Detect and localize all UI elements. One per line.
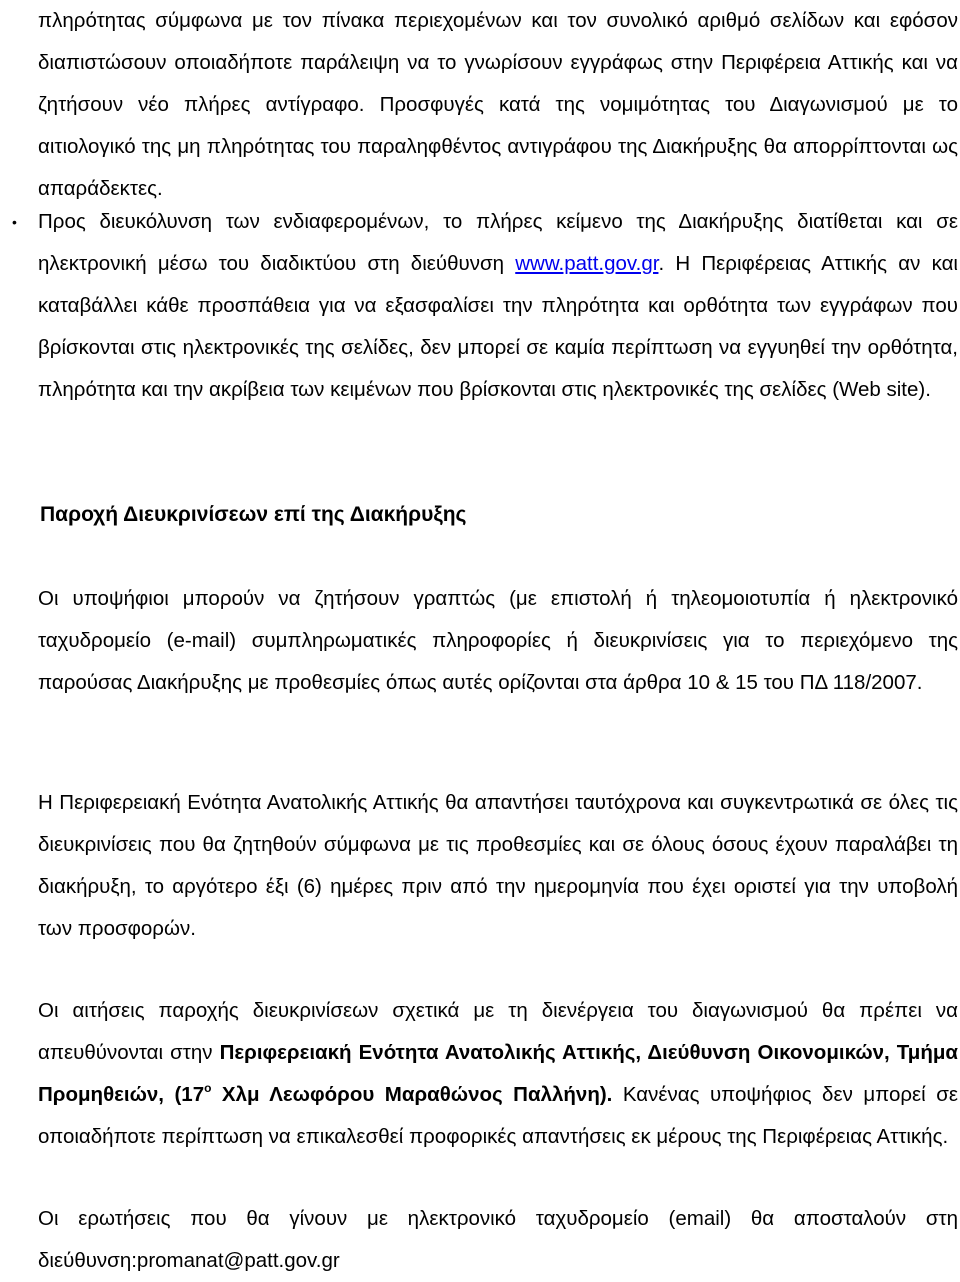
address-bold-part1: Περιφερειακή Ενότητα Ανατολικής Αττικής, Διεύθυνση Οικονομικών, Τμήμα Προμηθειών, (17 [38,1041,959,1106]
paragraph-3-rest: Κανένας υποψήφιος δεν μπορεί σε οποιαδήποτε περίπτωση να επικαλεσθεί προφορικές απαντήσεις εκ μέρους της Περιφέρειας Αττικής. [38,1083,959,1148]
section-heading: Παροχή Διευκρινίσεων επί της Διακήρυξης [40,503,467,526]
paragraph-address [38,990,958,1158]
paragraph-1-text: Οι υποψήφιοι μπορούν να ζητήσουν γραπτώς (με επιστολή ή τηλεομοιοτυπία ή ηλεκτρονικό ταχυδρομείο (e-mail) συμπληρωματικές πληροφορίες ή διευκρινίσεις για το περιεχόμενο της παρούσας Διακήρυξης με προθεσμίες όπως αυτές ορίζονται στα άρθρα 10 & 15 του ΠΔ 118/2007. [38,587,958,694]
top-paragraph-text: πληρότητας σύμφωνα με τον πίνακα περιεχομένων και τον συνολικό αριθμό σελίδων και εφόσον διαπιστώσουν οποιαδήποτε παράλειψη να το γνωρίσουν εγγράφως στην Περιφέρεια Αττικής και να ζητήσουν νέο πλήρες αντίγραφο. Προσφυγές κατά της νομιμότητας του Διαγωνισμού με το αιτιολογικό της μη πληρότητας του παραληφθέντος αντιγράφου της Διακήρυξης θα απορρίπτονται ως απαράδεκτες. [38,9,958,200]
bullet-paragraph-text-before-link: Προς διευκόλυνση των ενδιαφερομένων, το πλήρες κείμενο της Διακήρυξης διατίθεται και σε ηλεκτρονική μέσω του διαδικτύου στη διεύθυνση [38,210,958,275]
address-bold-part2: Χλμ Λεωφόρου Μαραθώνος Παλλήνη). [211,1083,613,1106]
top-paragraph [38,0,958,210]
bullet-paragraph-text-after-link: . Η Περιφέρειας Αττικής αν και καταβάλλει κάθε προσπάθεια για να εξασφαλίσει την πληρότητα και ορθότητα των εγγράφων που βρίσκονται στις ηλεκτρονικές της σελίδες, δεν μπορεί σε καμία περίπτωση να εγγυηθεί την ορθότητα, πληρότητα και την ακρίβεια των κειμένων που βρίσκονται στις ηλεκτρονικές της σελίδες (Web site). [38,252,958,401]
website-link[interactable]: www.patt.gov.gr [515,252,659,275]
paragraph-3-intro: Οι αιτήσεις παροχής διευκρινίσεων σχετικά με τη διενέργεια του διαγωνισμού θα πρέπει να απευθύνονται στην [38,999,958,1064]
address-superscript: ο [204,1081,212,1095]
paragraph-answers [38,782,958,950]
paragraph-4-text: Οι ερωτήσεις που θα γίνουν με ηλεκτρονικό ταχυδρομείο (email) θα αποσταλούν στη διεύθυνση:promanat@patt.gov.gr [38,1207,958,1272]
bullet-paragraph [38,201,958,411]
paragraph-clarification-requests [38,578,958,704]
paragraph-2-text: Η Περιφερειακή Ενότητα Ανατολικής Αττικής θα απαντήσει ταυτόχρονα και συγκεντρωτικά σε όλες τις διευκρινίσεις που θα ζητηθούν σύμφωνα με τις προθεσμίες και σε όλους όσους έχουν παραλάβει τη διακήρυξη, το αργότερο έξι (6) ημέρες πριν από την ημερομηνία που έχει οριστεί για την υποβολή των προσφορών. [38,791,958,940]
bullet-marker: • [12,214,17,230]
paragraph-email [38,1198,958,1282]
